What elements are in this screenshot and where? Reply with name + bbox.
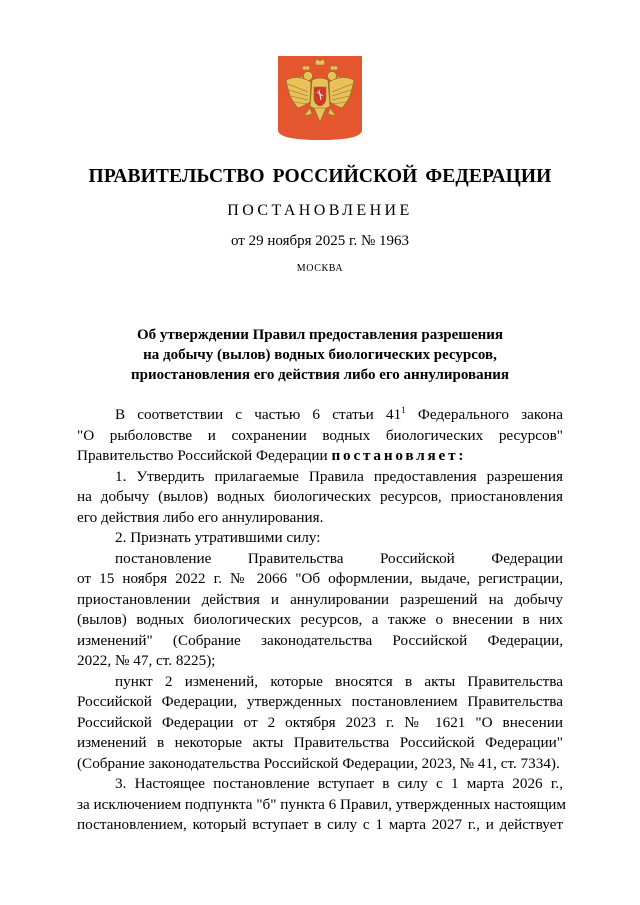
body-line: от 15 ноября 2022 г. № 2066 "Об оформлении, выдаче, регистрации,	[77, 570, 563, 587]
superscript: 1	[401, 405, 406, 415]
body-line: "О рыболовстве и сохранении водных биологических ресурсов"	[77, 426, 563, 444]
subject-line: Об утверждении Правил предоставления разрешения	[136, 327, 504, 343]
body-line: Правительство Российской Федерации постановляет:	[77, 447, 467, 464]
coat-of-arms-icon	[278, 56, 362, 140]
subject-line: на добычу (вылов) водных биологических ресурсов,	[143, 347, 497, 363]
body-line: В соответствии с частью 6 статьи $41^1$ Федерального закона	[115, 405, 563, 423]
body-line: пункт 2 изменений, которые вносятся в акты Правительства	[115, 672, 563, 690]
body-line: 3. Настоящее постановление вступает в силу с 1 марта 2026 г.,	[115, 775, 563, 792]
body-line: 1. Утвердить прилагаемые Правила предоставления разрешения	[115, 467, 563, 485]
body-line: на добычу (вылов) водных биологических ресурсов, приостановления	[77, 488, 563, 505]
body-line: изменений в некоторые акты Правительства Российской Федерации"	[77, 734, 563, 751]
document-subject	[60, 325, 580, 385]
government-title: ПРАВИТЕЛЬСТВО РОССИЙСКОЙ ФЕДЕРАЦИИ	[88, 166, 552, 187]
body-line: приостановлении действия и аннулировании разрешений на добычу	[77, 590, 563, 608]
document-body	[77, 405, 567, 836]
body-line: Российской Федерации, утвержденных постановлением Правительства	[77, 693, 563, 710]
body-line: 2. Признать утратившими силу:	[115, 529, 321, 546]
body-line: изменений" (Собрание законодательства Российской Федерации,	[77, 631, 563, 649]
document-city: МОСКВА	[296, 263, 344, 274]
body-line: (Собрание законодательства Российской Федерации, 2023, № 41, ст. 7334).	[77, 754, 560, 772]
body-line: (вылов) водных биологических ресурсов, а также о внесении в них	[77, 611, 563, 628]
body-line: 2022, № 47, ст. 8225);	[77, 652, 216, 669]
document-type: ПОСТАНОВЛЕНИЕ	[227, 202, 413, 219]
body-line: его действия либо его аннулирования.	[77, 508, 324, 526]
decree-verb: постановляет:	[331, 447, 467, 464]
body-line: Российской Федерации от 2 октября 2023 г. № 1621 "О внесении	[77, 713, 563, 731]
body-line: постановлением, который вступает в силу с 1 марта 2027 г., и действует	[77, 816, 563, 833]
subject-line: приостановления его действия либо его аннулирования	[131, 367, 509, 383]
body-line: за исключением подпункта "б" пункта 6 Правил, утвержденных настоящим	[77, 795, 567, 813]
document-date-number: от 29 ноября 2025 г. № 1963	[230, 233, 410, 249]
body-line: постановление Правительства Российской Федерации	[115, 549, 563, 567]
